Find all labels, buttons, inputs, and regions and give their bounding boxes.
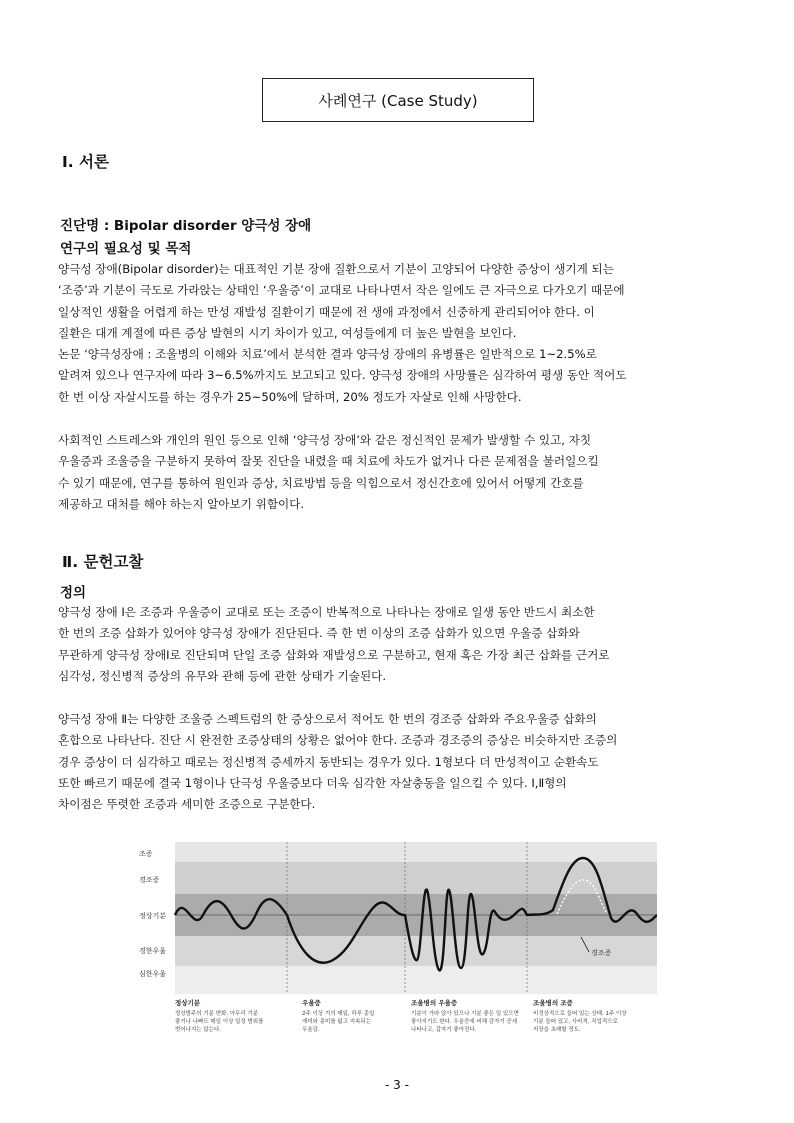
- y-label: 경조증: [139, 876, 160, 884]
- caption-title: 조울병의 우울증: [411, 999, 458, 1007]
- text-line: 차이점은 뚜렷한 조증과 세미한 조증으로 구분한다.: [58, 797, 316, 812]
- band-mild-depression: [175, 936, 657, 966]
- text-line: 논문 ‘양극성장애 : 조울병의 이해와 치료’에서 분석한 결과 양극성 장애의 유병률은 일반적으로 1~2.5%로: [58, 347, 597, 362]
- caption-text: 비정상적으로 들떠 있는 상태. 1주 이상: [533, 1011, 627, 1017]
- page-number: - 3 -: [385, 1078, 409, 1092]
- caption-title: 정상기분: [175, 999, 201, 1007]
- definition-paragraph-2: [58, 709, 748, 815]
- band-hypomania: [175, 862, 657, 894]
- section2-heading: Ⅱ. 문헌고찰: [62, 553, 144, 571]
- caption-text: 기분 들떠 있고, 사비적, 직업적으로: [533, 1019, 618, 1025]
- text-line: 혼합으로 나타난다. 진단 시 완전한 조증상태의 상황은 없어야 한다. 조증과 경조증의 증상은 비슷하지만 조증의: [58, 733, 618, 748]
- text-line: 양극성 장애 Ⅱ는 다양한 조울증 스펙트럼의 한 증상으로서 적어도 한 번의 경조증 삽화와 주요우울증 삽화의: [58, 712, 597, 726]
- definition-subheading: 정의: [60, 585, 87, 601]
- definition-paragraph-1: [58, 602, 748, 687]
- caption-text: 기분이 가라 앉아 있으나 기분 좋은 일 있으면: [411, 1011, 519, 1017]
- intro-paragraph-1: [58, 259, 748, 408]
- y-label: 조증: [139, 850, 153, 858]
- title-box: [262, 78, 534, 122]
- text-line: 우울증과 조울증을 구분하지 못하여 잘못 진단을 내렸을 때 치료에 차도가 없거나 다른 문제점을 불러일으킬: [58, 454, 599, 469]
- caption-text: 2주 이상 거의 매일, 하루 종일: [302, 1011, 375, 1017]
- text-line: 양극성 장애 Ⅰ은 조증과 우울증이 교대로 또는 조증이 반복적으로 나타나는 장애로 일생 동안 반드시 최소한: [58, 605, 595, 619]
- caption-text: 나타나고, 갑자기 좋아진다.: [411, 1027, 477, 1033]
- text-line: 사회적인 스트레스와 개인의 원인 등으로 인해 ‘양극성 장애’와 같은 정신적인 문제가 발생할 수 있고, 자칫: [58, 433, 592, 447]
- text-line: 한 번의 조증 삽화가 있어야 양극성 장애가 진단된다. 즉 한 번 이상의 조증 삽화가 있으면 우울증 삽화와: [58, 626, 580, 641]
- text-line: ‘조증’과 기분이 극도로 가라앉는 상태인 ‘우울증’이 교대로 나타나면서 작은 일에도 큰 자극으로 다가오기 때문에: [58, 283, 625, 298]
- text-line: 일상적인 생활을 어렵게 하는 만성 재발성 질환이기 때문에 전 생애 과정에서 신중하게 관리되어야 한다. 이: [58, 304, 595, 319]
- text-line: 질환은 대개 계절에 따른 증상 발현의 시기 차이가 있고, 여성들에게 더 높은 발현을 보인다.: [58, 325, 517, 340]
- diagnosis-line: 진단명 : Bipolar disorder 양극성 장애: [60, 218, 312, 234]
- text-line: 한 번 이상 자살시도를 하는 경우가 25~50%에 달하며, 20% 정도가 자살로 인해 사망한다.: [58, 389, 522, 404]
- text-line: 제공하고 대처를 해야 하는지 알아보기 위함이다.: [58, 496, 305, 511]
- caption-title: 조울병의 조증: [533, 999, 573, 1007]
- caption-title: 우울증: [302, 999, 321, 1007]
- y-label: 심한우울: [139, 970, 167, 978]
- caption-text: 지장을 초래할 정도.: [533, 1027, 581, 1033]
- caption-text: 우울감.: [302, 1027, 320, 1033]
- text-line: 경우 증상이 더 심각하고 때로는 정신병적 증세까지 동반되는 경우가 있다. 1형보다 더 만성적이고 순환속도: [58, 754, 599, 769]
- caption-text: 좋아지기도 한다. 우울증에 비해 감자기 증세: [411, 1019, 518, 1025]
- intro-paragraph-2: [58, 430, 748, 515]
- caption-text: 좋거나 나빠도 매일 이상 일정 범위를: [175, 1019, 264, 1025]
- text-line: 알려져 있으나 연구자에 따라 3~6.5%까지도 보고되고 있다. 양극성 장애의 사망률은 심각하여 평생 동안 적어도: [58, 368, 627, 383]
- purpose-subheading: 연구의 필요성 및 목적: [60, 241, 192, 257]
- text-line: 심각성, 정신병적 증상의 유무와 관해 등에 관한 상태가 기술된다.: [58, 668, 387, 683]
- caption-text: 벗어나지는 않는다.: [175, 1027, 222, 1033]
- mood-diagram: [137, 842, 657, 1049]
- text-line: 무관하게 양극성 장애Ⅰ로 진단되며 단일 조증 삽화와 재발성으로 구분하고, 현재 혹은 가장 최근 삽화를 근거로: [58, 647, 610, 662]
- y-label: 경한우울: [139, 947, 167, 955]
- text-line: 양극성 장애(Bipolar disorder)는 대표적인 기분 장애 질환으로서 기분이 고양되어 다양한 증상이 생기게 되는: [58, 262, 614, 276]
- caption-text: 재미와 흥미를 잃고 지속되는: [302, 1019, 372, 1025]
- page-title: 사례연구 (Case Study): [318, 91, 478, 110]
- annotation-label: 경조증: [591, 949, 612, 957]
- text-line: 또한 빠르기 때문에 결국 1형이나 단극성 우울증보다 더욱 심각한 자살충동을 일으킬 수 있다. Ⅰ,Ⅱ형의: [58, 775, 567, 790]
- caption-text: 정상범주의 기분 변화. 아무리 기분: [175, 1011, 259, 1017]
- section1-heading: Ⅰ. 서론: [62, 153, 109, 171]
- y-label: 정상기분: [139, 912, 167, 920]
- band-severe-depression: [175, 966, 657, 994]
- text-line: 수 있기 때문에, 연구를 통하여 원인과 증상, 치료방법 등을 익힘으로서 정신간호에 있어서 어떻게 간호를: [58, 475, 584, 490]
